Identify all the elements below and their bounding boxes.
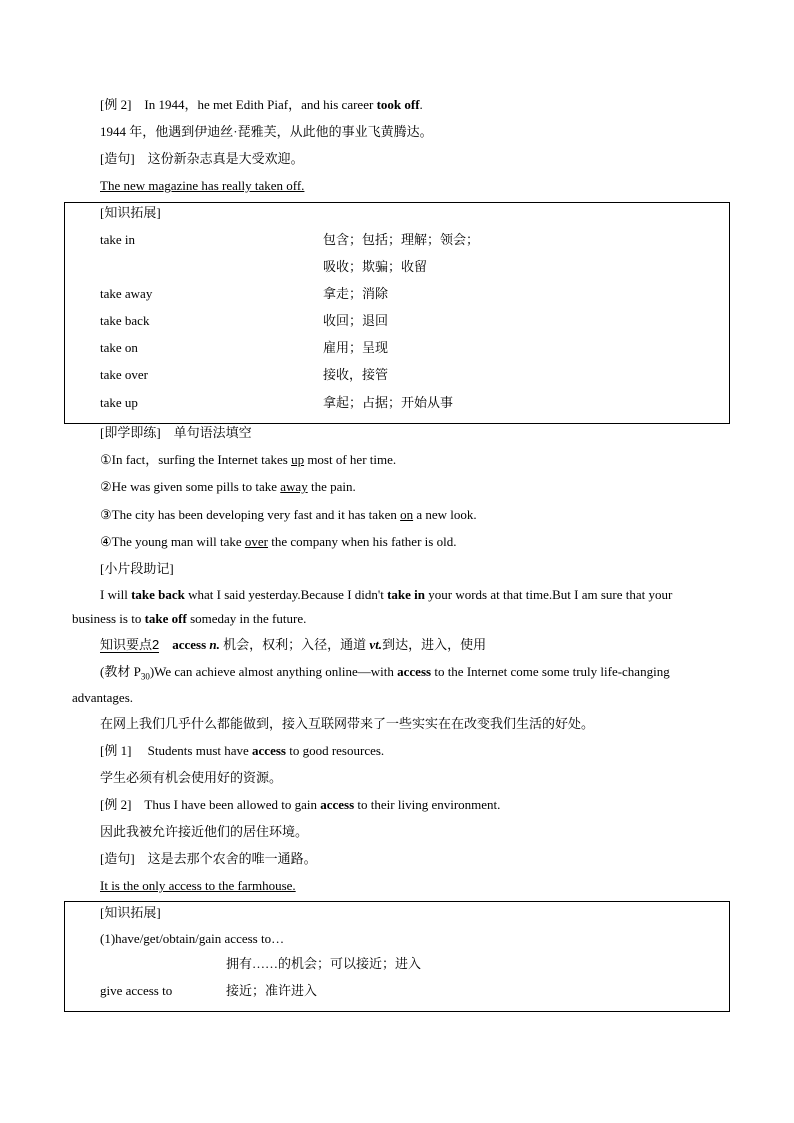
example1-translation: 学生必须有机会使用好的资源。 — [100, 770, 283, 785]
phrase-term: take in — [100, 232, 136, 247]
example2b-translation: 因此我被允许接近他们的居住环境。 — [100, 824, 309, 839]
example-text: Students must have — [147, 743, 253, 758]
zaoju-tag: [造句] — [100, 151, 135, 166]
textbook-page: 30 — [140, 671, 150, 682]
textbook-keyword: access — [397, 664, 432, 679]
part-of-speech: n. — [209, 637, 220, 652]
example2b-line — [100, 797, 500, 813]
memory-keyword: take back — [131, 587, 185, 602]
definition: 机会，权利；入径，通道 — [219, 637, 370, 652]
example2-line — [100, 97, 423, 113]
practice-answer: over — [244, 534, 268, 549]
practice-answer: up — [291, 452, 305, 467]
practice-text: most of her time. — [304, 452, 397, 467]
practice-answer: on — [400, 507, 414, 522]
phrase-meaning: 接收，接管 — [323, 367, 389, 382]
box-title: [知识拓展] — [100, 205, 161, 220]
zaoju-line — [100, 151, 304, 167]
zaoju2-line — [100, 851, 317, 867]
phrase-term: (1)have/get/obtain/gain access to… — [100, 931, 285, 946]
practice-text: the company when his father is old. — [267, 534, 457, 549]
example2-translation: 1944 年，他遇到伊迪丝·琵雅芙，从此他的事业飞黄腾达。 — [100, 124, 433, 139]
example-text: to their living environment. — [354, 797, 501, 812]
practice-text: ①In fact，surfing the Internet takes — [100, 452, 292, 467]
memory-text: someday in the future. — [186, 611, 307, 626]
part-of-speech: vt. — [369, 637, 383, 652]
practice-answer: away — [280, 479, 308, 494]
phrase-meaning: 接近；准许进入 — [226, 983, 318, 998]
practice-title: [即学即练] 单句语法填空 — [100, 425, 252, 440]
textbook-line-2: advantages. — [72, 690, 134, 705]
textbook-text: to the Internet come some truly life-changing — [431, 664, 670, 679]
phrase-meaning: 雇用；呈现 — [323, 340, 389, 355]
example-text: In 1944，he met Edith Piaf，and his career — [144, 97, 377, 112]
phrase-meaning: 拿起；占据；开始从事 — [323, 395, 454, 410]
phrase-meaning: 拥有……的机会；可以接近；进入 — [226, 956, 422, 971]
box2-title: [知识拓展] — [100, 905, 161, 920]
phrase-term: take back — [100, 313, 150, 328]
example-keyword: access — [252, 743, 286, 758]
memory-text: what I said yesterday.Because I didn't — [184, 587, 388, 602]
memory-title: [小片段助记] — [100, 561, 174, 576]
zaoju-prompt: 这份新杂志真是大受欢迎。 — [147, 151, 304, 166]
example-tag: [例 1] — [100, 743, 132, 758]
zaoju2-answer: It is the only access to the farmhouse. — [100, 878, 296, 893]
practice-text: ③The city has been developing very fast and it has taken — [100, 507, 401, 522]
example-text-end: . — [419, 97, 423, 112]
knowledge-point-heading — [100, 637, 486, 653]
definition: 到达，进入，使用 — [382, 637, 487, 652]
example-keyword: took off — [376, 97, 420, 112]
example-keyword: access — [320, 797, 355, 812]
memory-line-2 — [72, 611, 306, 627]
memory-text: your words at that time.But I am sure that your — [425, 587, 673, 602]
practice-text: a new look. — [413, 507, 477, 522]
headword: access — [172, 637, 207, 652]
practice-item — [100, 534, 456, 550]
zaoju-tag: [造句] — [100, 851, 135, 866]
example-tag: [例 2] — [100, 97, 132, 112]
phrase-term: take away — [100, 286, 153, 301]
example1-line — [100, 743, 384, 759]
practice-item — [100, 507, 477, 523]
example-text: Thus I have been allowed to gain — [144, 797, 321, 812]
zaoju-prompt: 这是去那个农舍的唯一通路。 — [147, 851, 317, 866]
memory-text: business is to — [72, 611, 145, 626]
phrase-term: give access to — [100, 983, 173, 998]
memory-keyword: take in — [387, 587, 426, 602]
phrase-term: take on — [100, 340, 138, 355]
textbook-translation: 在网上我们几乎什么都能做到，接入互联网带来了一些实实在在改变我们生活的好处。 — [100, 716, 595, 731]
phrase-meaning: 拿走；消除 — [323, 286, 389, 301]
memory-text: I will — [100, 587, 132, 602]
practice-text: the pain. — [307, 479, 356, 494]
phrase-meaning: 吸收；欺骗；收留 — [323, 259, 428, 274]
textbook-ref: (教材 P — [100, 664, 141, 679]
phrase-term: take up — [100, 395, 138, 410]
phrase-term: take over — [100, 367, 149, 382]
zaoju-answer: The new magazine has really taken off. — [100, 178, 305, 193]
practice-text: ④The young man will take — [100, 534, 245, 549]
practice-item — [100, 452, 396, 468]
textbook-line — [100, 664, 670, 685]
textbook-text: )We can achieve almost anything online—with — [149, 664, 398, 679]
knowledge-point-tag: 知识要点2 — [100, 637, 160, 652]
memory-line-1 — [100, 587, 672, 603]
phrase-meaning: 包含；包括；理解；领会； — [323, 232, 480, 247]
example-tag: [例 2] — [100, 797, 132, 812]
practice-item — [100, 479, 356, 495]
phrase-meaning: 收回；退回 — [323, 313, 389, 328]
example-text: to good resources. — [285, 743, 385, 758]
memory-keyword: take off — [144, 611, 187, 626]
practice-text: ②He was given some pills to take — [100, 479, 281, 494]
